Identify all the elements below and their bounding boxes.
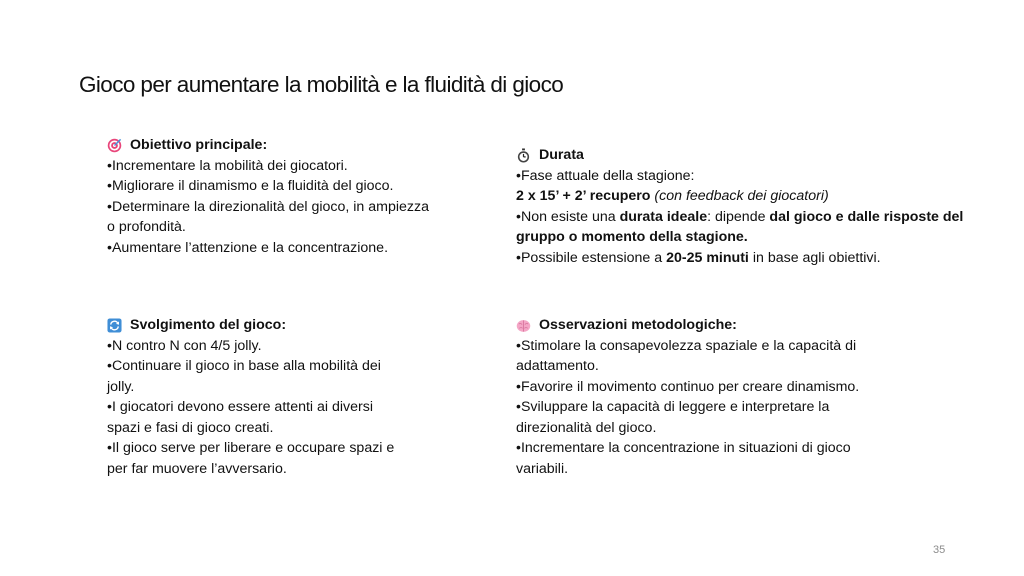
- execution-line: •I giocatori devono essere attenti ai diversi: [107, 399, 374, 415]
- duration-note: (con feedback dei giocatori): [654, 188, 829, 204]
- duration-heading: [516, 145, 963, 166]
- objective-line: •Migliorare il dinamismo e la fluidità del gioco.: [107, 178, 394, 194]
- observations-line: •Favorire il movimento continuo per creare dinamismo.: [516, 378, 860, 395]
- duration-text-bold: dal gioco e dalle risposte del: [769, 208, 964, 225]
- objective-line: •Determinare la direzionalità del gioco, in ampiezza: [107, 198, 429, 215]
- duration-text: •Possibile estensione a: [516, 249, 667, 266]
- objective-line: o profondità.: [107, 219, 186, 235]
- duration-section: [516, 145, 963, 268]
- duration-line: [516, 186, 963, 207]
- duration-format: 2 x 15’ + 2’ recupero: [516, 188, 655, 204]
- slide-title: Gioco per aumentare la mobilità e la fluidità di gioco: [79, 72, 564, 97]
- execution-section: [107, 315, 394, 479]
- observations-section: [516, 315, 859, 479]
- page-number: 35: [933, 544, 946, 556]
- execution-heading: [107, 315, 394, 336]
- observations-line: adattamento.: [516, 358, 599, 374]
- observations-line: variabili.: [516, 460, 569, 477]
- objective-line: •Aumentare l’attenzione e la concentrazione.: [107, 239, 389, 256]
- duration-text-bold: 20-25 minuti: [666, 249, 749, 266]
- duration-line: [516, 248, 963, 269]
- execution-heading-text: Svolgimento del gioco:: [130, 317, 287, 333]
- observations-line: •Sviluppare la capacità di leggere e interpretare la: [516, 399, 830, 415]
- duration-line: [516, 227, 963, 248]
- duration-text: in base agli obiettivi.: [748, 249, 881, 266]
- duration-heading-text: Durata: [539, 147, 584, 163]
- stopwatch-icon: [516, 148, 531, 163]
- duration-text: •Non esiste una: [516, 208, 620, 225]
- target-icon: [107, 138, 122, 153]
- duration-line: [516, 207, 963, 228]
- duration-line: •Fase attuale della stagione:: [516, 167, 695, 184]
- objective-line: •Incrementare la mobilità dei giocatori.: [107, 157, 348, 174]
- duration-text-bold: durata ideale: [619, 208, 708, 225]
- brain-icon: [516, 318, 531, 333]
- execution-line: •Continuare il gioco in base alla mobilità dei: [107, 358, 381, 374]
- observations-line: •Stimolare la consapevolezza spaziale e la capacità di: [516, 337, 857, 354]
- observations-heading-text: Osservazioni metodologiche:: [539, 317, 737, 333]
- execution-line: •N contro N con 4/5 jolly.: [107, 337, 262, 354]
- observations-line: direzionalità del gioco.: [516, 419, 657, 436]
- execution-line: spazi e fasi di gioco creati.: [107, 419, 274, 436]
- execution-line: per far muovere l’avversario.: [107, 460, 287, 477]
- execution-line: jolly.: [107, 378, 135, 395]
- objective-heading: [107, 135, 429, 156]
- duration-text-bold: gruppo o momento della stagione.: [516, 229, 748, 245]
- observations-heading: [516, 315, 859, 336]
- observations-line: •Incrementare la concentrazione in situazioni di gioco: [516, 440, 851, 456]
- repeat-icon: [107, 318, 122, 333]
- execution-line: •Il gioco serve per liberare e occupare spazi e: [107, 440, 395, 456]
- objective-section: [107, 135, 429, 258]
- objective-heading-text: Obiettivo principale:: [130, 137, 268, 153]
- duration-text: : dipende: [707, 208, 770, 225]
